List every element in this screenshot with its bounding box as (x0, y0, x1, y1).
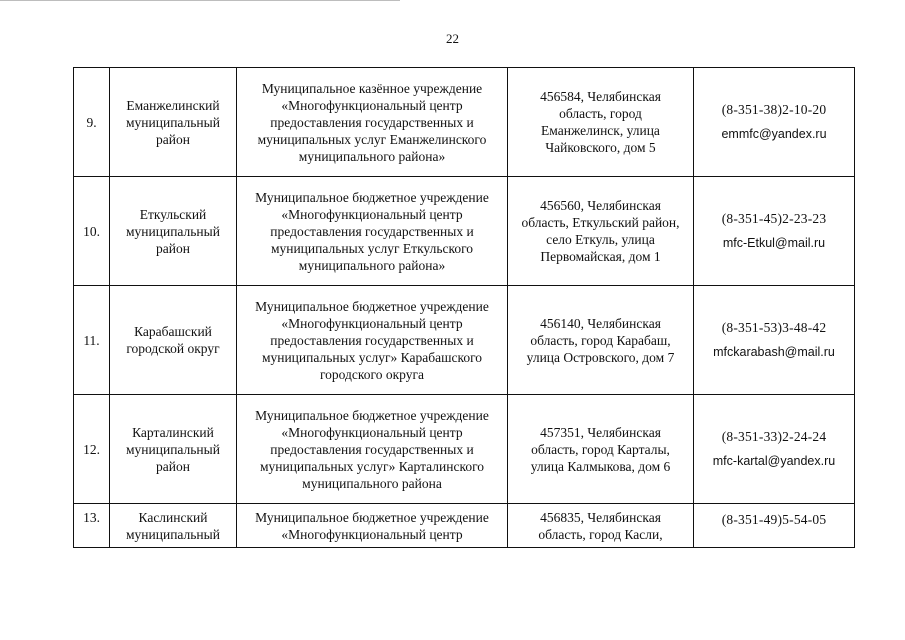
email-link[interactable]: mfc-kartal@yandex.ru (712, 454, 836, 468)
email-link[interactable]: mfc-Etkul@mail.ru (722, 236, 826, 250)
contact-cell (694, 286, 855, 395)
table-row (74, 177, 855, 286)
row-number: 12. (74, 395, 110, 504)
address-cell: 457351, Челябинская область, город Карталы, улица Калмыкова, дом 6 (508, 395, 694, 504)
page-number: 22 (446, 31, 459, 46)
municipality-cell: Еткульский муниципальный район (110, 177, 237, 286)
municipality-cell: Каслинский муниципальный (110, 504, 237, 548)
institution-cell: Муниципальное бюджетное учреждение «Многофункциональный центр (237, 504, 508, 548)
row-number: 13. (74, 504, 110, 548)
address-cell: 456560, Челябинская область, Еткульский район, село Еткуль, улица Первомайская, дом 1 (508, 177, 694, 286)
row-number: 11. (74, 286, 110, 395)
municipality-cell: Еманжелинский муниципальный район (110, 68, 237, 177)
municipality-cell: Карабашский городской округ (110, 286, 237, 395)
phone-number: (8-351-33)2-24-24 (721, 429, 827, 444)
address-cell: 456835, Челябинская область, город Касли, (508, 504, 694, 548)
institution-cell: Муниципальное бюджетное учреждение «Многофункциональный центр предоставления государственных и муниципальных услуг» Карталинского муниципального района (237, 395, 508, 504)
institution-cell: Муниципальное казённое учреждение «Многофункциональный центр предоставления государственных и муниципальных услуг Еманжелинского муниципального района» (237, 68, 508, 177)
phone-number: (8-351-45)2-23-23 (721, 211, 827, 226)
contact-cell (694, 177, 855, 286)
contact-cell (694, 68, 855, 177)
institution-cell: Муниципальное бюджетное учреждение «Многофункциональный центр предоставления государственных и муниципальных услуг» Карабашского городского округа (237, 286, 508, 395)
institution-cell: Муниципальное бюджетное учреждение «Многофункциональный центр предоставления государственных и муниципальных услуг Еткульского муниципального района» (237, 177, 508, 286)
table-row (74, 286, 855, 395)
table-row (74, 395, 855, 504)
row-number: 10. (74, 177, 110, 286)
municipality-cell: Карталинский муниципальный район (110, 395, 237, 504)
email-link[interactable]: mfckarabash@mail.ru (713, 345, 835, 359)
phone-number: (8-351-49)5-54-05 (721, 512, 827, 527)
phone-number: (8-351-53)3-48-42 (721, 320, 827, 335)
phone-number: (8-351-38)2-10-20 (721, 102, 827, 117)
contact-cell (694, 395, 855, 504)
contact-cell (694, 504, 855, 548)
top-rule (0, 0, 400, 1)
address-cell: 456584, Челябинская область, город Еманжелинск, улица Чайковского, дом 5 (508, 68, 694, 177)
address-cell: 456140, Челябинская область, город Карабаш, улица Островского, дом 7 (508, 286, 694, 395)
table-row (74, 68, 855, 177)
mfc-table (73, 67, 855, 548)
table-row (74, 504, 855, 548)
row-number: 9. (74, 68, 110, 177)
email-link[interactable]: emmfc@yandex.ru (721, 127, 827, 141)
